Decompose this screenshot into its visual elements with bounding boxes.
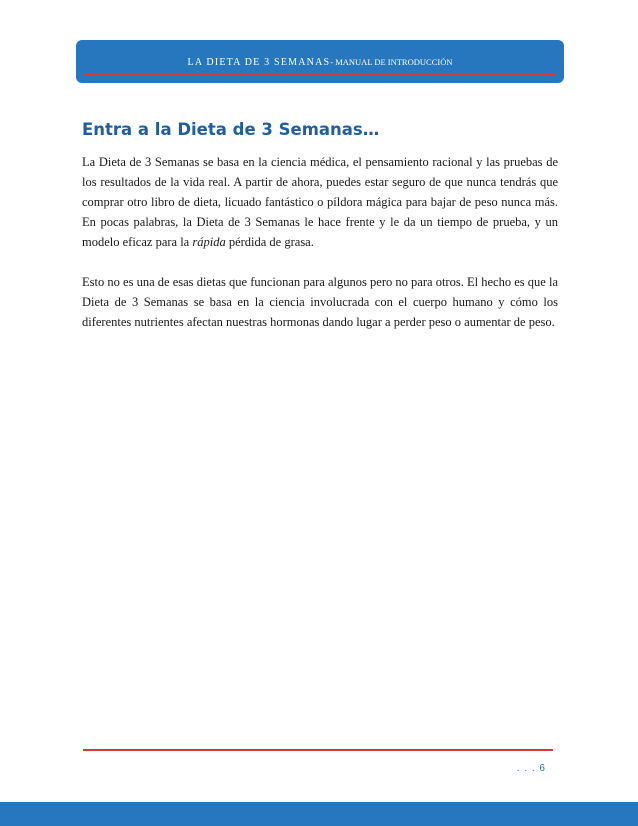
header-divider [84, 74, 556, 76]
paragraph-1-text-start: La Dieta de 3 Semanas se basa en la ciencia médica, el pensamiento racional y las pruebas de los resultados de la vida real. A partir de ahora, puedes estar seguro de que nunca tendrás que comprar otro libro de dieta, licuado fantástico o píldora mágica para bajar de peso nunca más. En pocas palabras, la Dieta de 3 Semanas le hace frente y le da un tiempo de prueba, y un modelo eficaz para la [82, 155, 558, 249]
body-paragraph-2: Esto no es una de esas dietas que funcionan para algunos pero no para otros. El hecho es que la Dieta de 3 Semanas se basa en la ciencia involucrada con el cuerpo humano y cómo los diferentes nutrientes afectan nuestras hormonas dando lugar a perder peso o aumentar de peso. [82, 275, 558, 329]
paragraph-1-text-end: pérdida de grasa. [225, 235, 314, 249]
header-banner [76, 40, 564, 83]
header-title-sub: - MANUAL DE INTRODUCCIÓN [330, 57, 453, 67]
header-title-main: LA DIETA DE 3 SEMANAS [187, 57, 331, 68]
footer-bar [0, 802, 638, 826]
header-title [76, 57, 564, 68]
section-title: Entra a la Dieta de 3 Semanas… [82, 120, 380, 139]
body-paragraph-1 [82, 152, 558, 252]
page-number: . . . 6 [516, 763, 546, 774]
footer-divider [83, 749, 553, 751]
paragraph-1-emphasis: rápida [192, 235, 226, 249]
